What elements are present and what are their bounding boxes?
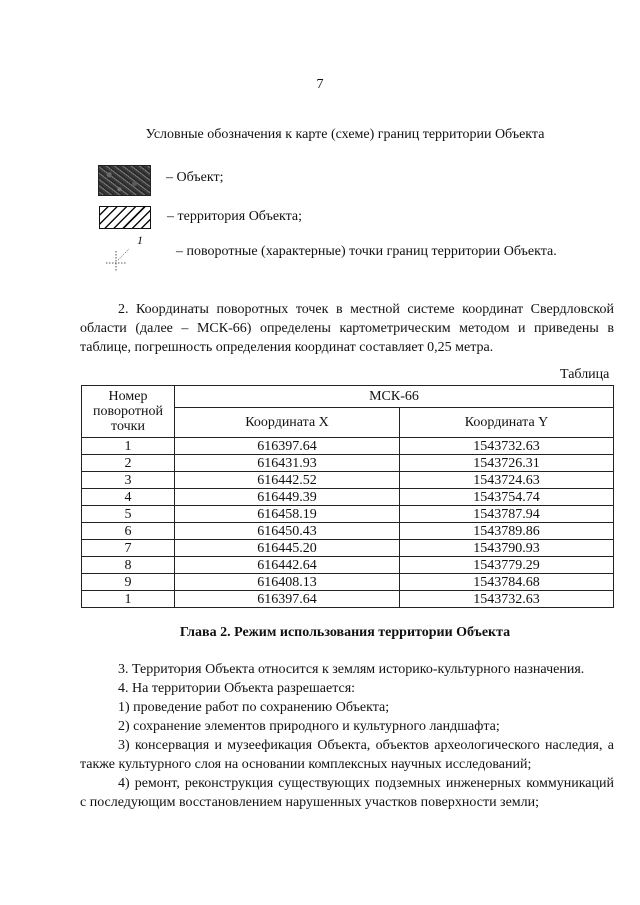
cell-number: 7 bbox=[82, 540, 175, 557]
cell-x: 616397.64 bbox=[175, 591, 400, 608]
turning-point-symbol bbox=[104, 237, 134, 273]
cell-x: 616431.93 bbox=[175, 455, 400, 472]
cell-y: 1543779.29 bbox=[400, 557, 614, 574]
table-row bbox=[82, 540, 614, 557]
col-number-header: Номер поворотной точки bbox=[82, 386, 175, 438]
list-item-1: 1) проведение работ по сохранению Объекта; bbox=[118, 700, 390, 715]
table-row bbox=[82, 472, 614, 489]
cell-number: 5 bbox=[82, 506, 175, 523]
cell-number: 4 bbox=[82, 489, 175, 506]
cell-number: 9 bbox=[82, 574, 175, 591]
msk66-header: МСК-66 bbox=[175, 386, 614, 408]
legend-title: Условные обозначения к карте (схеме) границ территории Объекта bbox=[145, 127, 545, 142]
cell-number: 1 bbox=[82, 438, 175, 455]
cell-x: 616449.39 bbox=[175, 489, 400, 506]
cell-number: 8 bbox=[82, 557, 175, 574]
table-caption: Таблица bbox=[560, 367, 610, 382]
table-row bbox=[82, 438, 614, 455]
cell-y: 1543789.86 bbox=[400, 523, 614, 540]
cell-x: 616450.43 bbox=[175, 523, 400, 540]
coordinates-table bbox=[81, 385, 614, 608]
col-x-header: Координата X bbox=[175, 408, 400, 438]
cell-y: 1543754.74 bbox=[400, 489, 614, 506]
list-item-4: 4) ремонт, реконструкция существующих подземных инженерных коммуникаций с последующим восстановлением нарушенных участков поверхности земли; bbox=[80, 776, 614, 810]
table-row bbox=[82, 557, 614, 574]
table-row bbox=[82, 591, 614, 608]
turning-point-number: 1 bbox=[137, 233, 143, 247]
chapter-title: Глава 2. Режим использования территории Объекта bbox=[179, 625, 511, 640]
cell-number: 2 bbox=[82, 455, 175, 472]
paragraph-4: 4. На территории Объекта разрешается: bbox=[118, 681, 356, 696]
table-row bbox=[82, 523, 614, 540]
cell-y: 1543790.93 bbox=[400, 540, 614, 557]
list-item-3: 3) консервация и музеефикация Объекта, объектов археологического наследия, а также культурного слоя на основании комплексных научных исследований; bbox=[80, 738, 614, 772]
legend-object-label: – Объект; bbox=[166, 170, 224, 185]
cell-x: 616442.52 bbox=[175, 472, 400, 489]
cell-number: 6 bbox=[82, 523, 175, 540]
cell-x: 616458.19 bbox=[175, 506, 400, 523]
legend-point-label: – поворотные (характерные) точки границ территории Объекта. bbox=[176, 244, 557, 259]
cell-x: 616442.64 bbox=[175, 557, 400, 574]
page-number: 7 bbox=[316, 77, 324, 92]
table-row bbox=[82, 574, 614, 591]
col-y-header: Координата Y bbox=[400, 408, 614, 438]
cell-x: 616408.13 bbox=[175, 574, 400, 591]
cell-number: 1 bbox=[82, 591, 175, 608]
table-row bbox=[82, 455, 614, 472]
cell-y: 1543732.63 bbox=[400, 438, 614, 455]
territory-symbol bbox=[99, 206, 151, 229]
cell-y: 1543784.68 bbox=[400, 574, 614, 591]
list-item-2: 2) сохранение элементов природного и культурного ландшафта; bbox=[118, 719, 500, 734]
table-row bbox=[82, 489, 614, 506]
cell-y: 1543724.63 bbox=[400, 472, 614, 489]
intro-paragraph: 2. Координаты поворотных точек в местной системе координат Свердловской области (далее – МСК-66) определены картометрическим методом и приведены в таблице, погрешность определения координат составляет 0,25 метра. bbox=[80, 302, 614, 355]
cell-y: 1543726.31 bbox=[400, 455, 614, 472]
cell-x: 616397.64 bbox=[175, 438, 400, 455]
cell-y: 1543732.63 bbox=[400, 591, 614, 608]
table-row bbox=[82, 506, 614, 523]
cell-number: 3 bbox=[82, 472, 175, 489]
paragraph-3: 3. Территория Объекта относится к землям историко-культурного назначения. bbox=[118, 662, 585, 677]
cell-y: 1543787.94 bbox=[400, 506, 614, 523]
legend-territory-label: – территория Объекта; bbox=[167, 209, 303, 224]
cell-x: 616445.20 bbox=[175, 540, 400, 557]
object-symbol bbox=[98, 165, 151, 196]
